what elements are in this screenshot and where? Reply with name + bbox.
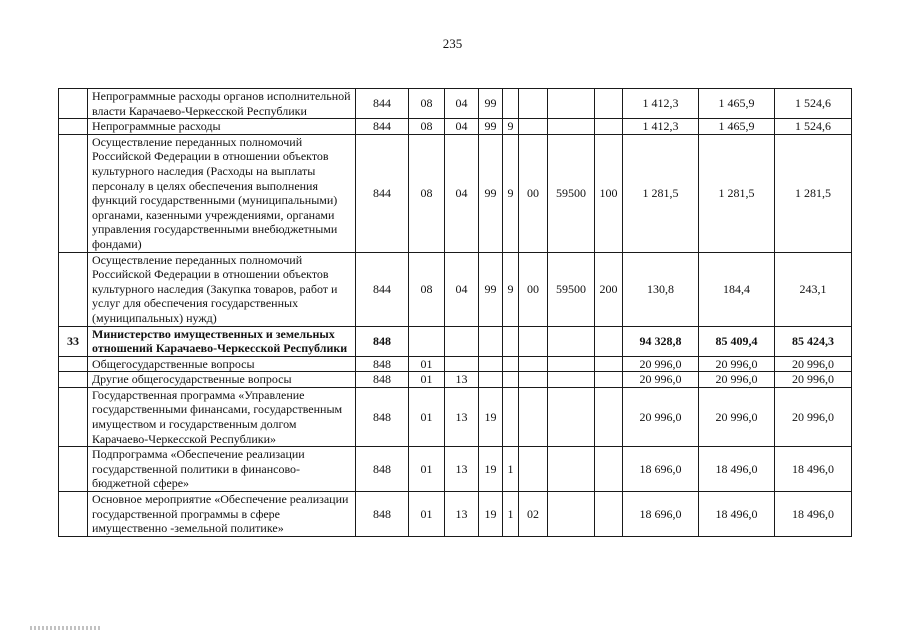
subprogram-code-cell: 1 — [503, 447, 519, 492]
subsection-code-cell — [445, 326, 479, 356]
amount-year1-cell: 20 996,0 — [623, 356, 699, 372]
row-name-cell: Непрограммные расходы — [88, 119, 356, 135]
table-row — [59, 326, 852, 356]
program-code-cell — [479, 326, 503, 356]
program-code-cell: 99 — [479, 89, 503, 119]
direction-code-cell — [548, 492, 595, 537]
expense-type-code-cell — [595, 356, 623, 372]
section-code-cell: 01 — [409, 387, 445, 446]
program-code-cell: 19 — [479, 387, 503, 446]
grbs-code-cell: 844 — [356, 252, 409, 326]
amount-year1-cell: 20 996,0 — [623, 387, 699, 446]
scan-artifact — [30, 626, 100, 630]
table-row — [59, 492, 852, 537]
subprogram-code-cell: 1 — [503, 492, 519, 537]
direction-code-cell — [548, 372, 595, 388]
amount-year2-cell: 1 281,5 — [699, 134, 775, 252]
section-code-cell: 08 — [409, 252, 445, 326]
program-code-cell: 19 — [479, 492, 503, 537]
program-code-cell: 99 — [479, 134, 503, 252]
budget-table — [58, 88, 852, 537]
subprogram-code-cell — [503, 372, 519, 388]
program-code-cell — [479, 372, 503, 388]
row-name-cell: Подпрограмма «Обеспечение реализации государственной политики в финансово-бюджетной сфере» — [88, 447, 356, 492]
direction-code-cell — [548, 387, 595, 446]
expense-type-code-cell: 200 — [595, 252, 623, 326]
row-name-cell: Общегосударственные вопросы — [88, 356, 356, 372]
table-row — [59, 372, 852, 388]
subprogram-code-cell — [503, 356, 519, 372]
subsection-code-cell: 13 — [445, 372, 479, 388]
amount-year1-cell: 18 696,0 — [623, 492, 699, 537]
expense-type-code-cell — [595, 372, 623, 388]
row-number-cell: 33 — [59, 326, 88, 356]
row-name-cell: Министерство имущественных и земельных отношений Карачаево-Черкесской Республики — [88, 326, 356, 356]
amount-year3-cell: 20 996,0 — [775, 387, 852, 446]
row-name-cell: Государственная программа «Управление государственными финансами, государственным имуществом и государственным долгом Карачаево-Черкесской Республики» — [88, 387, 356, 446]
expense-type-code-cell — [595, 326, 623, 356]
amount-year3-cell: 243,1 — [775, 252, 852, 326]
activity-code-cell — [519, 372, 548, 388]
amount-year2-cell: 18 496,0 — [699, 447, 775, 492]
subsection-code-cell: 13 — [445, 492, 479, 537]
subprogram-code-cell: 9 — [503, 119, 519, 135]
grbs-code-cell: 848 — [356, 326, 409, 356]
grbs-code-cell: 848 — [356, 356, 409, 372]
amount-year1-cell: 1 412,3 — [623, 89, 699, 119]
amount-year2-cell: 20 996,0 — [699, 387, 775, 446]
amount-year3-cell: 85 424,3 — [775, 326, 852, 356]
section-code-cell: 01 — [409, 356, 445, 372]
section-code-cell: 01 — [409, 372, 445, 388]
row-number-cell — [59, 252, 88, 326]
program-code-cell: 19 — [479, 447, 503, 492]
section-code-cell — [409, 326, 445, 356]
amount-year1-cell: 94 328,8 — [623, 326, 699, 356]
grbs-code-cell: 848 — [356, 387, 409, 446]
amount-year1-cell: 1 281,5 — [623, 134, 699, 252]
amount-year2-cell: 85 409,4 — [699, 326, 775, 356]
table-row — [59, 387, 852, 446]
amount-year1-cell: 20 996,0 — [623, 372, 699, 388]
row-name-cell: Основное мероприятие «Обеспечение реализации государственной программы в сфере имущественно -земельной политике» — [88, 492, 356, 537]
subprogram-code-cell — [503, 387, 519, 446]
row-number-cell — [59, 89, 88, 119]
expense-type-code-cell — [595, 447, 623, 492]
page-number: 235 — [442, 36, 463, 51]
direction-code-cell: 59500 — [548, 134, 595, 252]
grbs-code-cell: 848 — [356, 372, 409, 388]
amount-year1-cell: 1 412,3 — [623, 119, 699, 135]
amount-year2-cell: 20 996,0 — [699, 372, 775, 388]
activity-code-cell — [519, 119, 548, 135]
row-number-cell — [59, 447, 88, 492]
amount-year3-cell: 18 496,0 — [775, 447, 852, 492]
amount-year3-cell: 1 281,5 — [775, 134, 852, 252]
row-number-cell — [59, 372, 88, 388]
amount-year1-cell: 18 696,0 — [623, 447, 699, 492]
table-row — [59, 119, 852, 135]
row-number-cell — [59, 119, 88, 135]
grbs-code-cell: 848 — [356, 447, 409, 492]
expense-type-code-cell — [595, 89, 623, 119]
amount-year2-cell: 20 996,0 — [699, 356, 775, 372]
amount-year1-cell: 130,8 — [623, 252, 699, 326]
table-row — [59, 356, 852, 372]
activity-code-cell — [519, 387, 548, 446]
amount-year2-cell: 184,4 — [699, 252, 775, 326]
amount-year3-cell: 20 996,0 — [775, 372, 852, 388]
amount-year2-cell: 1 465,9 — [699, 119, 775, 135]
amount-year3-cell: 18 496,0 — [775, 492, 852, 537]
activity-code-cell: 00 — [519, 134, 548, 252]
row-number-cell — [59, 387, 88, 446]
program-code-cell: 99 — [479, 252, 503, 326]
activity-code-cell — [519, 447, 548, 492]
row-number-cell — [59, 134, 88, 252]
row-name-cell: Непрограммные расходы органов исполнительной власти Карачаево-Черкесской Республики — [88, 89, 356, 119]
subsection-code-cell: 13 — [445, 447, 479, 492]
grbs-code-cell: 848 — [356, 492, 409, 537]
subsection-code-cell: 04 — [445, 119, 479, 135]
subsection-code-cell: 04 — [445, 89, 479, 119]
program-code-cell — [479, 356, 503, 372]
amount-year2-cell: 1 465,9 — [699, 89, 775, 119]
subprogram-code-cell: 9 — [503, 252, 519, 326]
activity-code-cell: 02 — [519, 492, 548, 537]
grbs-code-cell: 844 — [356, 89, 409, 119]
amount-year3-cell: 1 524,6 — [775, 89, 852, 119]
row-number-cell — [59, 356, 88, 372]
table-row — [59, 134, 852, 252]
grbs-code-cell: 844 — [356, 119, 409, 135]
activity-code-cell — [519, 326, 548, 356]
row-number-cell — [59, 492, 88, 537]
amount-year3-cell: 20 996,0 — [775, 356, 852, 372]
section-code-cell: 08 — [409, 119, 445, 135]
amount-year3-cell: 1 524,6 — [775, 119, 852, 135]
section-code-cell: 01 — [409, 447, 445, 492]
row-name-cell: Осуществление переданных полномочий Российской Федерации в отношении объектов культурного наследия (Закупка товаров, работ и услуг для обеспечения государственных (муниципальных) нужд) — [88, 252, 356, 326]
table-row — [59, 447, 852, 492]
expense-type-code-cell: 100 — [595, 134, 623, 252]
activity-code-cell — [519, 356, 548, 372]
table-row — [59, 252, 852, 326]
subsection-code-cell: 04 — [445, 134, 479, 252]
grbs-code-cell: 844 — [356, 134, 409, 252]
activity-code-cell: 00 — [519, 252, 548, 326]
expense-type-code-cell — [595, 387, 623, 446]
direction-code-cell — [548, 326, 595, 356]
direction-code-cell — [548, 356, 595, 372]
section-code-cell: 01 — [409, 492, 445, 537]
subprogram-code-cell — [503, 326, 519, 356]
amount-year2-cell: 18 496,0 — [699, 492, 775, 537]
direction-code-cell — [548, 447, 595, 492]
subsection-code-cell — [445, 356, 479, 372]
subsection-code-cell: 13 — [445, 387, 479, 446]
expense-type-code-cell — [595, 492, 623, 537]
direction-code-cell: 59500 — [548, 252, 595, 326]
subsection-code-cell: 04 — [445, 252, 479, 326]
row-name-cell: Осуществление переданных полномочий Российской Федерации в отношении объектов культурного наследия (Расходы на выплаты персоналу в целях обеспечения выполнения функций государственными (муниципальными) органами, казенными учреждениями, органами управления государственными внебюджетными фондами) — [88, 134, 356, 252]
row-name-cell: Другие общегосударственные вопросы — [88, 372, 356, 388]
activity-code-cell — [519, 89, 548, 119]
program-code-cell: 99 — [479, 119, 503, 135]
direction-code-cell — [548, 89, 595, 119]
section-code-cell: 08 — [409, 89, 445, 119]
subprogram-code-cell — [503, 89, 519, 119]
section-code-cell: 08 — [409, 134, 445, 252]
table-row — [59, 89, 852, 119]
direction-code-cell — [548, 119, 595, 135]
subprogram-code-cell: 9 — [503, 134, 519, 252]
expense-type-code-cell — [595, 119, 623, 135]
